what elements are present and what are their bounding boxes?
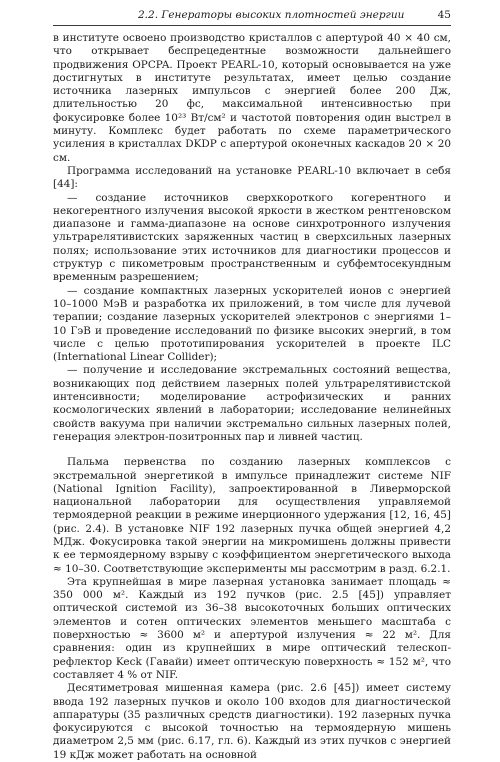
paragraph-program-intro: Программа исследований на установке PEARL-10 включает в себя [44]: [53, 164, 451, 191]
list-item-accelerators: — создание компактных лазерных ускорителей ионов с энергией 10–1000 МэВ и разработка их приложений, в том числе для лучевой терапии; создание лазерных ускорителей электронов с энергиями 1–10 ГэВ и проведение исследований по физике высоких энергий, в том числе с целью прототипирования ускорителей в проекте ILC (International Linear Collider); [53, 284, 451, 364]
list-item-extreme-states: — получение и исследование экстремальных состояний вещества, возникающих под действием лазерных полей ультрарелятивистской интенсивности; моделирование астрофизических и ранних космологических явлений в лаборатории; исследование нелинейных свойств вакуума при наличии экстремально сильных лазерных полей, генерация электрон-позитронных пар и ливней частиц. [53, 364, 451, 443]
paragraph-nif: Пальма первенства по созданию лазерных комплексов с экстремальной энергетикой в импульсе принадлежит системе NIF (National Ignition Facility), запроектированной в Ливерморской национальной лаборатории для осуществления управляемой термоядерной реакции в режиме инерционного удержания [12, 16, 45] (рис. 2.4). В установке NIF 192 лазерных пучка общей энергией 4,2 МДж. Фокусировка такой энергии на микромишень должны привести к ее термоядерному взрыву с коэффициентом энергетического выхода ≈ 10–30. Соответствующие эксперименты мы рассмотрим в разд. 6.2.1. [53, 456, 451, 575]
running-header [53, 8, 451, 26]
paragraph-crystals: в институте освоено производство кристаллов с апертурой 40 × 40 см, что открывает беспрецедентные возможности дальнейшего продвижения OPCPA. Проект PEARL-10, который основывается на уже достигнутых в институте результатах, имеет целью создание источника лазерных импульсов с энергией более 200 Дж, длительностью 20 фс, максимальной интенсивностью при фокусировке более 10²³ Вт/см² и частотой повторения один выстрел в минуту. Комплекс будет работать по схеме параметрического усиления в кристаллах DKDP с апертурой оконечных каскадов 20 × 20 см. [53, 32, 451, 164]
body-text [53, 32, 451, 762]
page-number: 45 [437, 9, 451, 21]
paragraph-nif-area: Эта крупнейшая в мире лазерная установка занимает площадь ≈ 350 000 м². Каждый из 192 пучков (рис. 2.5 [45]) управляет оптической системой из 36–38 высокоточных больших оптических элементов и сотен оптических элементов меньшего масштаба с поверхностью ≈ 3600 м² и апертурой излучения ≈ 22 м². Для сравнения: один из крупнейших в мире оптический телескоп-рефлектор Keck (Гавайи) имеет оптическую поверхность ≈ 152 м², что составляет 4 % от NIF. [53, 575, 451, 681]
list-item-radiation-sources: — создание источников сверхкороткого когерентного и некогерентного излучения высокой яркости в жестком рентгеновском диапазоне и гамма-диапазоне на основе синхротронного излучения ультрарелятивистских заряженных частиц в сверхсильных лазерных полях; использование этих источников для диагностики процессов и структур с пикометровым пространственным и субфемтосекундным временным разрешением; [53, 191, 451, 284]
paragraph-target-chamber: Десятиметровая мишенная камера (рис. 2.6 [45]) имеет систему ввода 192 лазерных пучков и около 100 входов для диагностической аппаратуры (35 различных средств диагностики). 192 лазерных пучка фокусируются с высокой точностью на термоядерную мишень диаметром 2,5 мм (рис. 6.17, гл. 6). Каждый из этих пучков с энергией 19 кДж может работать на основной [53, 682, 451, 761]
section-title: 2.2. Генераторы высоких плотностей энергии [138, 9, 405, 21]
